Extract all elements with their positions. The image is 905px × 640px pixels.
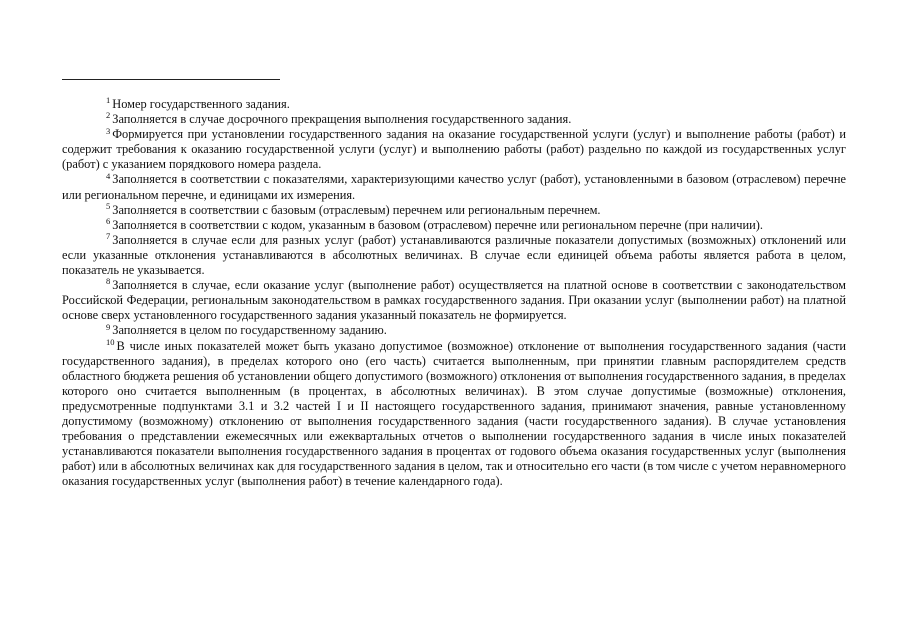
footnote-number: 6 <box>106 216 111 227</box>
footnote-text: Заполняется в случае досрочного прекращения выполнения государственного задания. <box>112 112 572 127</box>
footnote-number: 8 <box>106 276 111 287</box>
footnote-text: Заполняется в случае, если оказание услуг (выполнение работ) осуществляется на платной основе в соответствии с законодательством Российской Федерации, региональным законодательством в рамках государственного задания. При оказании услуг (выполнении работ) на платной основе сверх установленного государственного задания указанный показатель не формируется. <box>62 278 846 323</box>
footnote-number: 10 <box>106 336 115 347</box>
footnote-number: 2 <box>106 110 111 121</box>
footnote-text: В числе иных показателей может быть указано допустимое (возможное) отклонение от выполнения государственного задания (части государственного задания), в пределах которого оно (его часть) считается выполненным, при принятии главным распорядителем средств областного бюджета решения об установлении общего допустимого (возможного) отклонения от выполнения государственного задания, в пределах которого оно считается выполненным (в процентах, в абсолютных величинах). В этом случае допустимые (возможные) отклонения, предусмотренные подпунктами 3.1 и 3.2 частей I и II настоящего государственного задания, принимают значения, равные установленному допустимому (возможному) отклонению от выполнения государственного задания (части государственного задания). В случае установления требования о представлении ежемесячных или ежеквартальных отчетов о выполнении государственного задания в числе иных показателей устанавливаются показатели выполнения государственного задания в процентах от годового объема оказания государственных услуг (выполнения работ) или в абсолютных величинах как для государственного задания в целом, так и относительно его части (в том числе с учетом неравномерного оказания государственных услуг (выполнения работ) в течение календарного года). <box>62 338 846 489</box>
footnote-4 <box>62 172 846 202</box>
footnote-number: 4 <box>106 170 111 181</box>
footnote-7 <box>62 233 846 278</box>
footnote-text: Заполняется в соответствии с показателями, характеризующими качество услуг (работ), установленными в базовом (отраслевом) перечне или региональном перечне, и единицами их измерения. <box>62 172 846 202</box>
footnote-10 <box>62 336 846 490</box>
footnote-number: 5 <box>106 200 111 211</box>
footnote-5 <box>62 200 846 218</box>
footnote-9 <box>62 323 846 338</box>
footnote-number: 9 <box>106 321 111 332</box>
footnote-number: 7 <box>106 231 111 242</box>
footnotes-block <box>62 97 846 489</box>
footnote-1 <box>62 97 846 112</box>
footnote-text: Заполняется в случае если для разных услуг (работ) устанавливаются различные показатели допустимых (возможных) отклонений или если указанные отклонения устанавливаются в абсолютных величинах. В случае если единицей объема работы является работа в целом, показатель не указывается. <box>62 232 846 278</box>
footnote-separator <box>62 79 280 80</box>
footnote-text: Номер государственного задания. <box>112 97 290 111</box>
footnote-3 <box>62 127 846 172</box>
footnote-text: Формируется при установлении государственного задания на оказание государственной услуги (услуг) и выполнение работы (работ) и содержит требования к оказанию государственной услуги (услуг) и выполнению работы (работ) раздельно по каждой из государственных услуг (работ) с указанием порядкового номера раздела. <box>62 127 846 172</box>
footnote-text: Заполняется в соответствии с базовым (отраслевым) перечнем или региональным перечнем. <box>112 202 601 217</box>
footnote-number: 1 <box>106 95 111 106</box>
footnote-6 <box>62 218 846 233</box>
footnote-2 <box>62 112 846 127</box>
footnote-number: 3 <box>106 125 111 136</box>
footnote-text: Заполняется в целом по государственному заданию. <box>112 323 387 338</box>
footnote-text: Заполняется в соответствии с кодом, указанным в базовом (отраслевом) перечне или региональном перечне (при наличии). <box>112 217 763 232</box>
footnote-8 <box>62 278 846 323</box>
